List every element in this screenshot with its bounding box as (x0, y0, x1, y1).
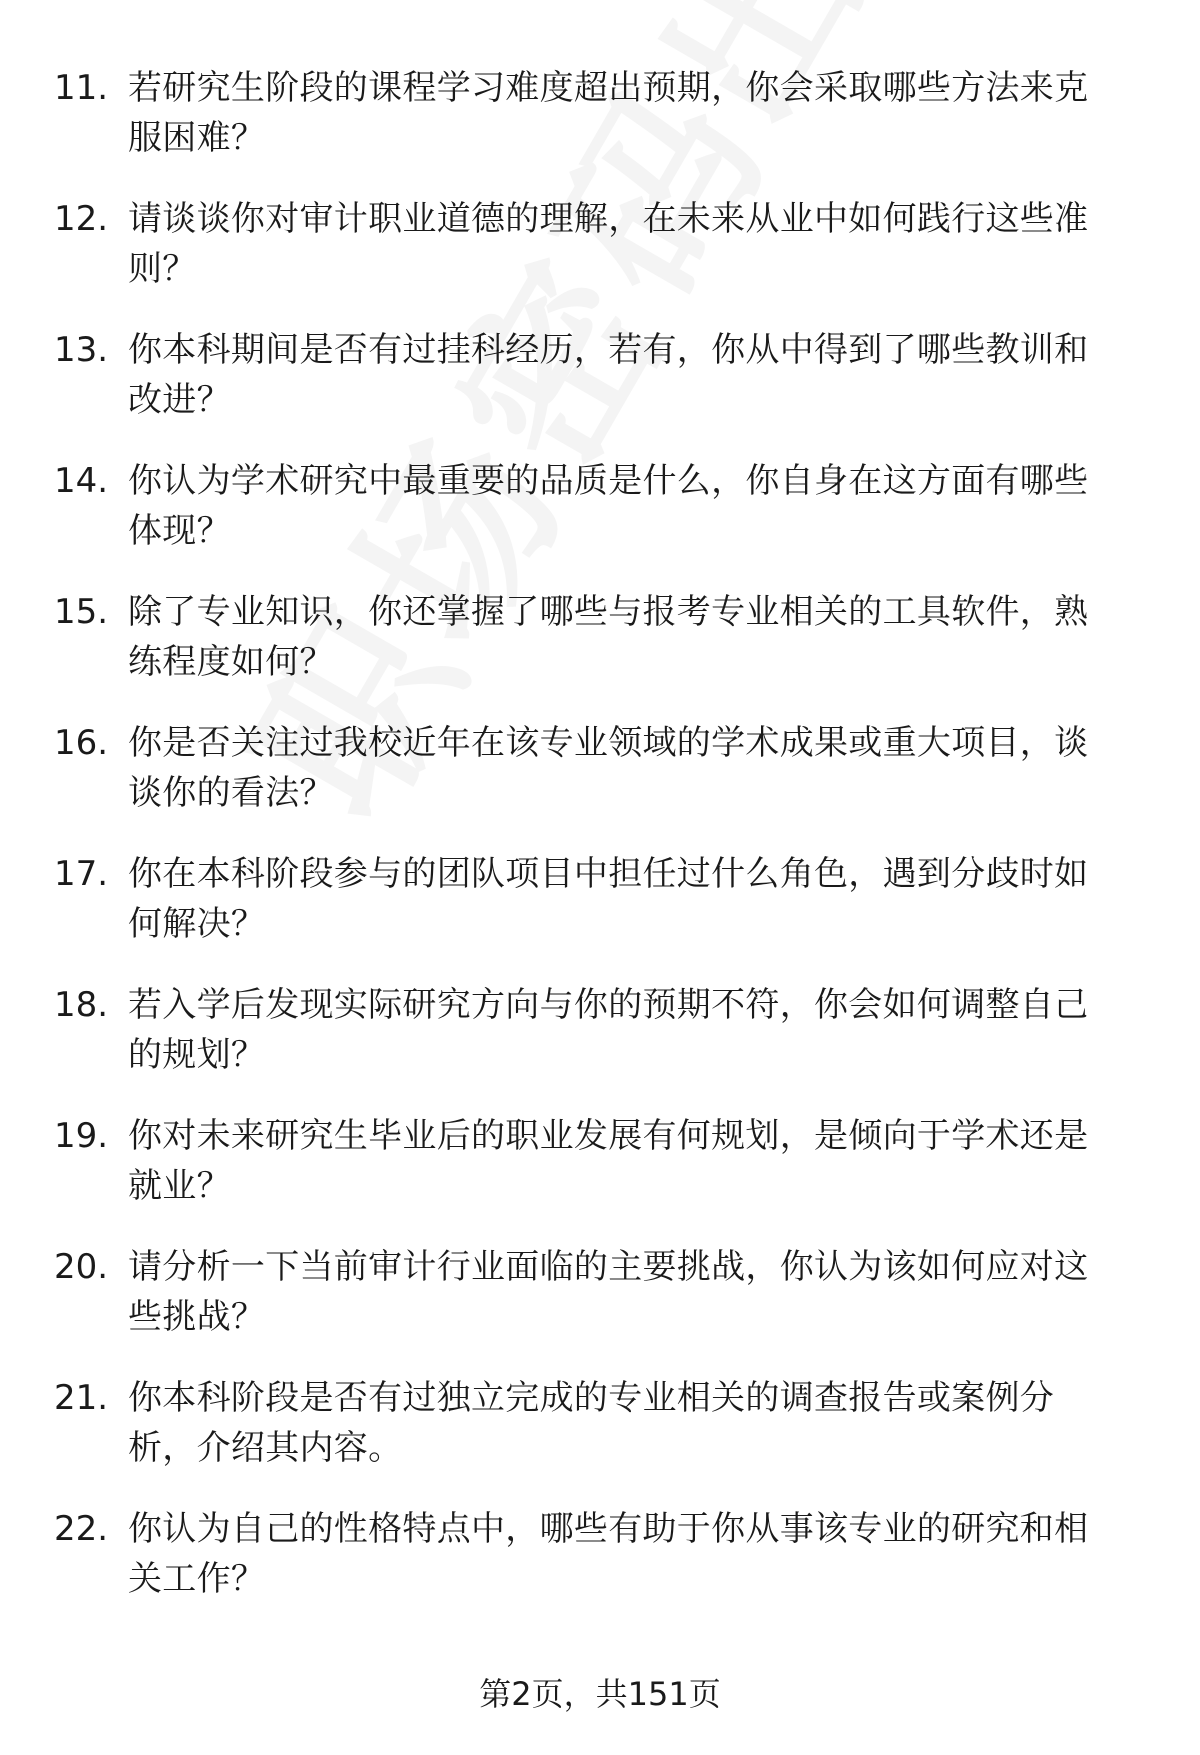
question-text: 请分析一下当前审计行业面临的主要挑战，你认为该如何应对这 些挑战？ (128, 1247, 1089, 1337)
question-number: 14. (54, 461, 109, 501)
question-number: 15. (54, 592, 109, 632)
question-number: 21. (54, 1378, 109, 1418)
question-text: 你认为自己的性格特点中，哪些有助于你从事该专业的研究和相 关工作？ (128, 1509, 1089, 1599)
question-number: 19. (54, 1116, 109, 1156)
question-number: 20. (54, 1247, 109, 1287)
question-text: 你认为学术研究中最重要的品质是什么，你自身在这方面有哪些 体现？ (128, 461, 1089, 551)
page-footer (0, 1672, 1200, 1716)
question-text: 除了专业知识，你还掌握了哪些与报考专业相关的工具软件，熟 练程度如何？ (128, 592, 1089, 682)
question-number: 22. (54, 1509, 109, 1549)
question-number: 18. (54, 985, 109, 1025)
question-text: 你本科期间是否有过挂科经历，若有，你从中得到了哪些教训和 改进？ (128, 330, 1089, 420)
question-text: 请谈谈你对审计职业道德的理解，在未来从业中如何践行这些准 则？ (128, 199, 1089, 289)
question-number: 17. (54, 854, 109, 894)
question-number: 12. (54, 199, 109, 239)
question-number: 16. (54, 723, 109, 763)
question-text: 若研究生阶段的课程学习难度超出预期，你会采取哪些方法来克 服困难？ (128, 68, 1089, 158)
question-text: 你在本科阶段参与的团队项目中担任过什么角色，遇到分歧时如 何解决？ (128, 854, 1089, 944)
question-text: 你本科阶段是否有过独立完成的专业相关的调查报告或案例分 析，介绍其内容。 (128, 1378, 1055, 1468)
question-text: 你是否关注过我校近年在该专业领域的学术成果或重大项目，谈 谈你的看法？ (128, 723, 1089, 813)
question-text: 你对未来研究生毕业后的职业发展有何规划，是倾向于学术还是 就业？ (128, 1116, 1089, 1206)
page-number-label: 第2页，共151页 (479, 1675, 721, 1713)
question-text: 若入学后发现实际研究方向与你的预期不符，你会如何调整自己 的规划？ (128, 985, 1089, 1075)
question-number: 13. (54, 330, 109, 370)
question-number: 11. (54, 68, 109, 108)
